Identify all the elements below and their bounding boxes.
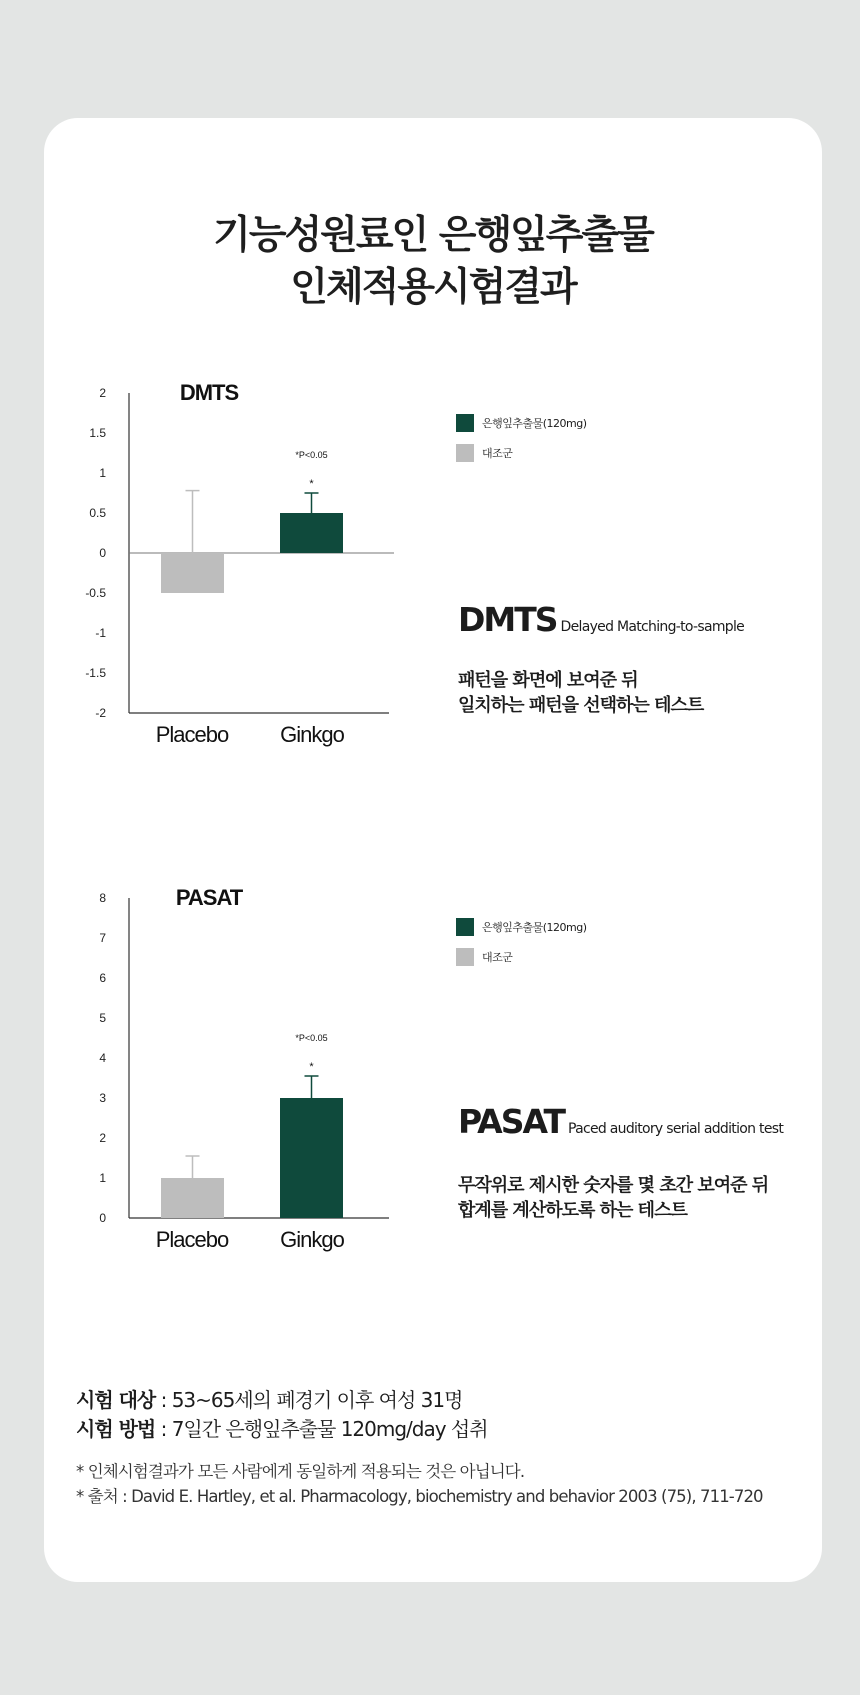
legend-label: 은행잎추출물(120mg): [482, 417, 587, 430]
y-tick-label: -2: [95, 706, 106, 720]
dmts-chart: [44, 368, 444, 758]
significance-mark: *: [309, 478, 314, 490]
y-tick-label: 3: [99, 1091, 106, 1105]
y-tick-label: 1: [99, 466, 106, 480]
y-tick-label: -1.5: [85, 666, 106, 680]
trial-method-label: 시험 방법: [76, 1417, 156, 1441]
title-line-2: 인체적용시험결과: [290, 265, 576, 310]
legend-swatch-placebo: [456, 444, 474, 462]
footnote-disclaimer: * 인체시험결과가 모든 사람에게 동일하게 적용되는 것은 아닙니다.: [76, 1462, 525, 1481]
pasat-test-abbr: PASAT: [458, 1102, 564, 1141]
y-tick-label: 2: [99, 1131, 106, 1145]
dmts-test-heading: [458, 600, 744, 639]
y-tick-label: 0.5: [89, 506, 106, 520]
y-tick-label: 6: [99, 971, 106, 985]
title-line-1: 기능성원료인 은행잎추출물: [213, 213, 653, 258]
p-value-annotation: *P<0.05: [295, 450, 328, 460]
legend-swatch-ginkgo: [456, 414, 474, 432]
trial-subject-label: 시험 대상: [76, 1388, 156, 1412]
category-label-ginkgo: Ginkgo: [280, 1227, 344, 1252]
dmts-desc-line-1: 패턴을 화면에 보여준 뒤: [458, 670, 638, 691]
legend-label: 대조군: [482, 951, 513, 964]
pasat-desc-line-2: 합계를 계산하도록 하는 테스트: [458, 1200, 687, 1221]
category-label-placebo: Placebo: [155, 722, 229, 747]
y-tick-label: -0.5: [85, 586, 106, 600]
bar-ginkgo: [280, 513, 343, 553]
footnotes: [76, 1459, 763, 1509]
legend-label: 은행잎추출물(120mg): [482, 921, 587, 934]
trial-subject-value: : 53~65세의 폐경기 이후 여성 31명: [155, 1388, 463, 1412]
legend-swatch-placebo: [456, 948, 474, 966]
category-label-placebo: Placebo: [155, 1227, 229, 1252]
pasat-test-description: [458, 1173, 768, 1223]
y-tick-label: 8: [99, 891, 106, 905]
category-label-ginkgo: Ginkgo: [280, 722, 344, 747]
dmts-test-abbr: DMTS: [458, 600, 557, 639]
y-tick-label: 4: [99, 1051, 106, 1065]
pasat-desc-line-1: 무작위로 제시한 숫자를 몇 초간 보여준 뒤: [458, 1175, 769, 1196]
trial-method-value: : 7일간 은행잎추출물 120mg/day 섭취: [155, 1417, 488, 1441]
pasat-test-fullname: Paced auditory serial addition test: [567, 1121, 784, 1137]
footnote-source: * 출처 : David E. Hartley, et al. Pharmacology, biochemistry and behavior 2003 (75), 711-720: [76, 1487, 763, 1506]
content-card: [44, 118, 822, 1582]
pasat-legend: [456, 918, 587, 978]
legend-label: 대조군: [482, 447, 513, 460]
trial-subject-row: [76, 1386, 488, 1415]
y-tick-label: 5: [99, 1011, 106, 1025]
legend-swatch-ginkgo: [456, 918, 474, 936]
trial-info: [76, 1386, 488, 1444]
chart-title: DMTS: [179, 380, 239, 405]
dmts-test-description: [458, 668, 703, 718]
p-value-annotation: *P<0.05: [295, 1033, 328, 1043]
pasat-test-heading: [458, 1102, 783, 1141]
chart-title: PASAT: [175, 885, 243, 910]
bar-placebo: [161, 1178, 224, 1218]
pasat-legend-placebo: [456, 948, 587, 966]
dmts-legend-placebo: [456, 444, 587, 462]
dmts-test-fullname: Delayed Matching-to-sample: [560, 619, 745, 635]
bar-ginkgo: [280, 1098, 343, 1218]
dmts-desc-line-2: 일치하는 패턴을 선택하는 테스트: [458, 695, 704, 716]
y-tick-label: -1: [95, 626, 106, 640]
pasat-legend-ginkgo: [456, 918, 587, 936]
pasat-chart: [44, 873, 444, 1263]
y-tick-label: 1: [99, 1171, 106, 1185]
y-tick-label: 0: [99, 1211, 106, 1225]
y-tick-label: 2: [99, 386, 106, 400]
page-title: [44, 210, 822, 314]
y-tick-label: 7: [99, 931, 106, 945]
dmts-legend: [456, 414, 587, 474]
dmts-legend-ginkgo: [456, 414, 587, 432]
significance-mark: *: [309, 1061, 314, 1073]
y-tick-label: 0: [99, 546, 106, 560]
trial-method-row: [76, 1415, 488, 1444]
y-tick-label: 1.5: [89, 426, 106, 440]
